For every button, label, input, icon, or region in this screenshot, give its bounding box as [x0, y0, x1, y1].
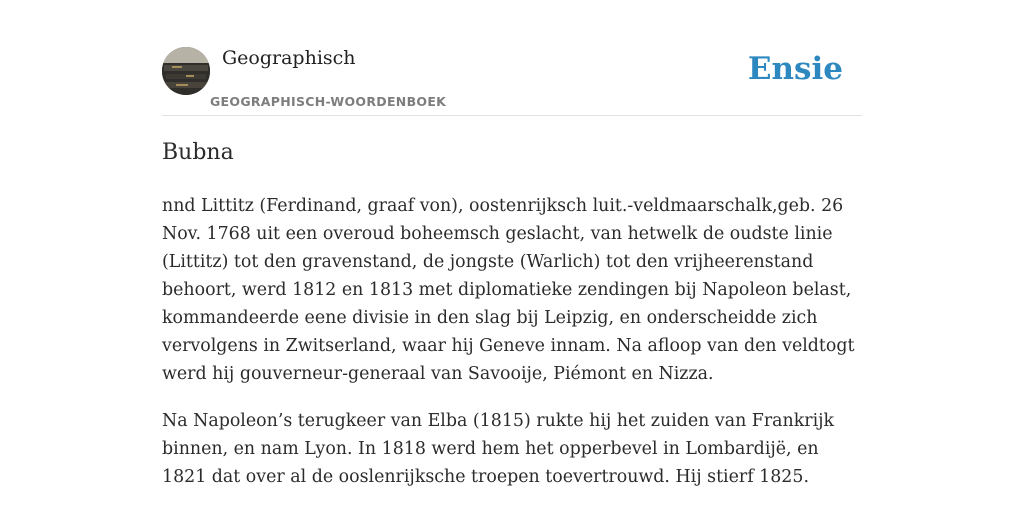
article-paragraph: Na Napoleon’s terugkeer van Elba (1815) rukte hij het zuiden van Frankrijk binnen, en nam Lyon. In 1818 werd hem het opperbevel in Lombardijë, en 1821 dat over al de ooslenrijksche troepen toevertrouwd. Hij stierf 1825.	[162, 411, 835, 487]
brand-logo[interactable]: Ensie	[747, 51, 843, 87]
source-avatar-icon[interactable]	[162, 47, 210, 95]
article-title: Bubna	[162, 140, 234, 165]
header-divider	[162, 115, 862, 116]
article-body	[162, 192, 864, 510]
article-paragraph: nnd Littitz (Ferdinand, graaf von), oostenrijksch luit.-veldmaarschalk,geb. 26 Nov. 1768 uit een overoud boheemsch geslacht, van hetwelk de oudste linie (Littitz) tot den gravenstand, de jongste (Warlich) tot den vrijheerenstand behoort, werd 1812 en 1813 met diplomatieke zendingen bij Napoleon belast, kommandeerde eene divisie in den slag bij Leipzig, en onderscheidde zich vervolgens in Zwitserland, waar hij Geneve innam. Na afloop van den veldtogt werd hij gouverneur-generaal van Savooije, Piémont en Nizza.	[162, 196, 855, 384]
source-header	[162, 45, 862, 115]
source-subtitle[interactable]: GEOGRAPHISCH-WOORDENBOEK	[210, 94, 447, 109]
source-title[interactable]: Geographisch	[222, 47, 356, 69]
